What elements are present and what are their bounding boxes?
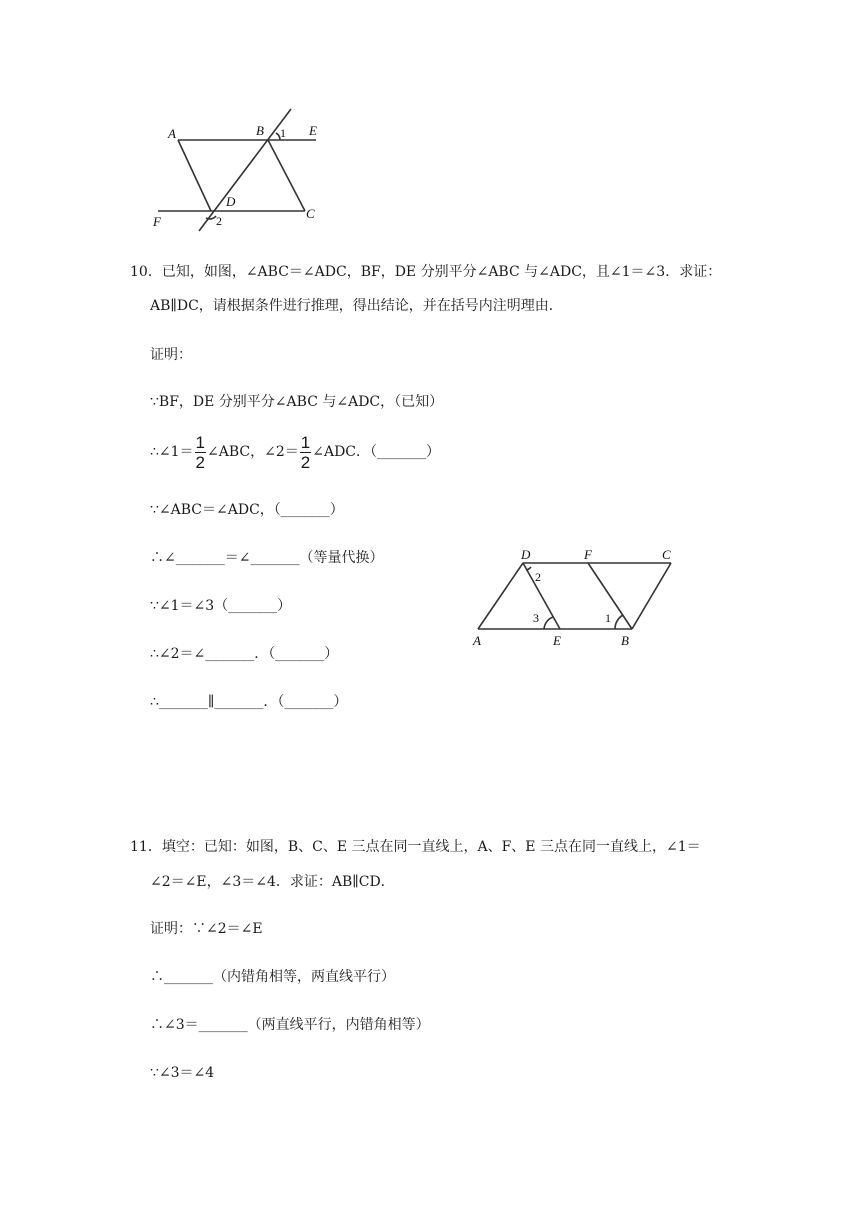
label-E: E bbox=[553, 633, 561, 648]
label-C: C bbox=[662, 547, 671, 562]
q10-step-5: ∵∠1＝∠3（_______） bbox=[150, 598, 292, 614]
segment-AD bbox=[478, 563, 523, 629]
label-F: F bbox=[153, 214, 161, 229]
segment-DE bbox=[523, 563, 560, 629]
q10-step-1: ∵BF，DE 分别平分∠ABC 与∠ADC，（已知） bbox=[150, 394, 444, 410]
q10-step-6: ∴∠2＝∠_______．（_______） bbox=[150, 646, 339, 662]
fraction-numerator: 1 bbox=[195, 432, 206, 452]
q10-step-4: ∴∠_______＝∠_______（等量代换） bbox=[150, 550, 384, 566]
q11-step-2: ∴_______（内错角相等，两直线平行） bbox=[150, 969, 395, 985]
segment-BC bbox=[632, 563, 671, 629]
fraction-numerator: 1 bbox=[300, 432, 311, 452]
label-angle-2: 2 bbox=[535, 570, 541, 584]
label-D: D bbox=[226, 194, 236, 209]
figure-q10-geometry bbox=[465, 540, 685, 655]
fraction-denominator: 2 bbox=[195, 452, 206, 472]
label-angle-2: 2 bbox=[216, 214, 222, 228]
angle-2-arc bbox=[206, 216, 216, 219]
q10-step-2 bbox=[150, 432, 440, 472]
q10-step-3: ∵∠ABC＝∠ADC，（_______） bbox=[150, 502, 344, 518]
q10-statement-line2: AB∥DC，请根据条件进行推理，得出结论，并在括号内注明理由． bbox=[150, 298, 563, 314]
q11-step-4: ∵∠3＝∠4 bbox=[150, 1065, 215, 1081]
fraction-one-half bbox=[195, 434, 206, 471]
label-A: A bbox=[168, 126, 176, 141]
label-E: E bbox=[309, 123, 317, 138]
q10-proof-label: 证明： bbox=[150, 347, 192, 363]
label-D: D bbox=[521, 547, 531, 562]
q10-step-2-part-b: ∠ABC，∠2＝ bbox=[207, 444, 299, 460]
angle-1-arc bbox=[615, 615, 623, 629]
q10-step-7: ∴_______∥_______．（_______） bbox=[150, 694, 348, 710]
segment-AD bbox=[178, 140, 211, 211]
angle-3-arc bbox=[544, 617, 553, 629]
label-angle-3: 3 bbox=[533, 611, 539, 625]
label-B: B bbox=[256, 123, 264, 138]
q11-statement-line1: 11．填空：已知：如图，B、C、E 三点在同一直线上，A、F、E 三点在同一直线上，∠1＝ bbox=[130, 839, 701, 855]
q10-statement-line1: 10．已知，如图，∠ABC＝∠ADC，BF，DE 分别平分∠ABC 与∠ADC，且∠1＝∠3．求证： bbox=[130, 264, 722, 280]
label-C: C bbox=[306, 206, 315, 221]
fraction-denominator: 2 bbox=[300, 452, 311, 472]
label-F: F bbox=[584, 547, 592, 562]
transversal-line bbox=[199, 109, 291, 231]
q11-statement-line2: ∠2＝∠E，∠3＝∠4．求证：AB∥CD． bbox=[150, 874, 395, 890]
label-A: A bbox=[473, 633, 481, 648]
figure-top-geometry bbox=[140, 100, 340, 240]
label-angle-1: 1 bbox=[280, 126, 286, 140]
q11-step-1: 证明：∵∠2＝∠E bbox=[150, 921, 263, 937]
q11-step-3: ∴∠3＝_______（两直线平行，内错角相等） bbox=[150, 1017, 430, 1033]
fraction-one-half-2 bbox=[300, 434, 311, 471]
label-B: B bbox=[621, 633, 629, 648]
q10-step-2-part-a: ∴∠1＝ bbox=[150, 444, 194, 460]
q10-step-2-part-c: ∠ADC．（_______） bbox=[312, 444, 441, 460]
label-angle-1: 1 bbox=[605, 611, 611, 625]
segment-BC bbox=[268, 140, 305, 211]
